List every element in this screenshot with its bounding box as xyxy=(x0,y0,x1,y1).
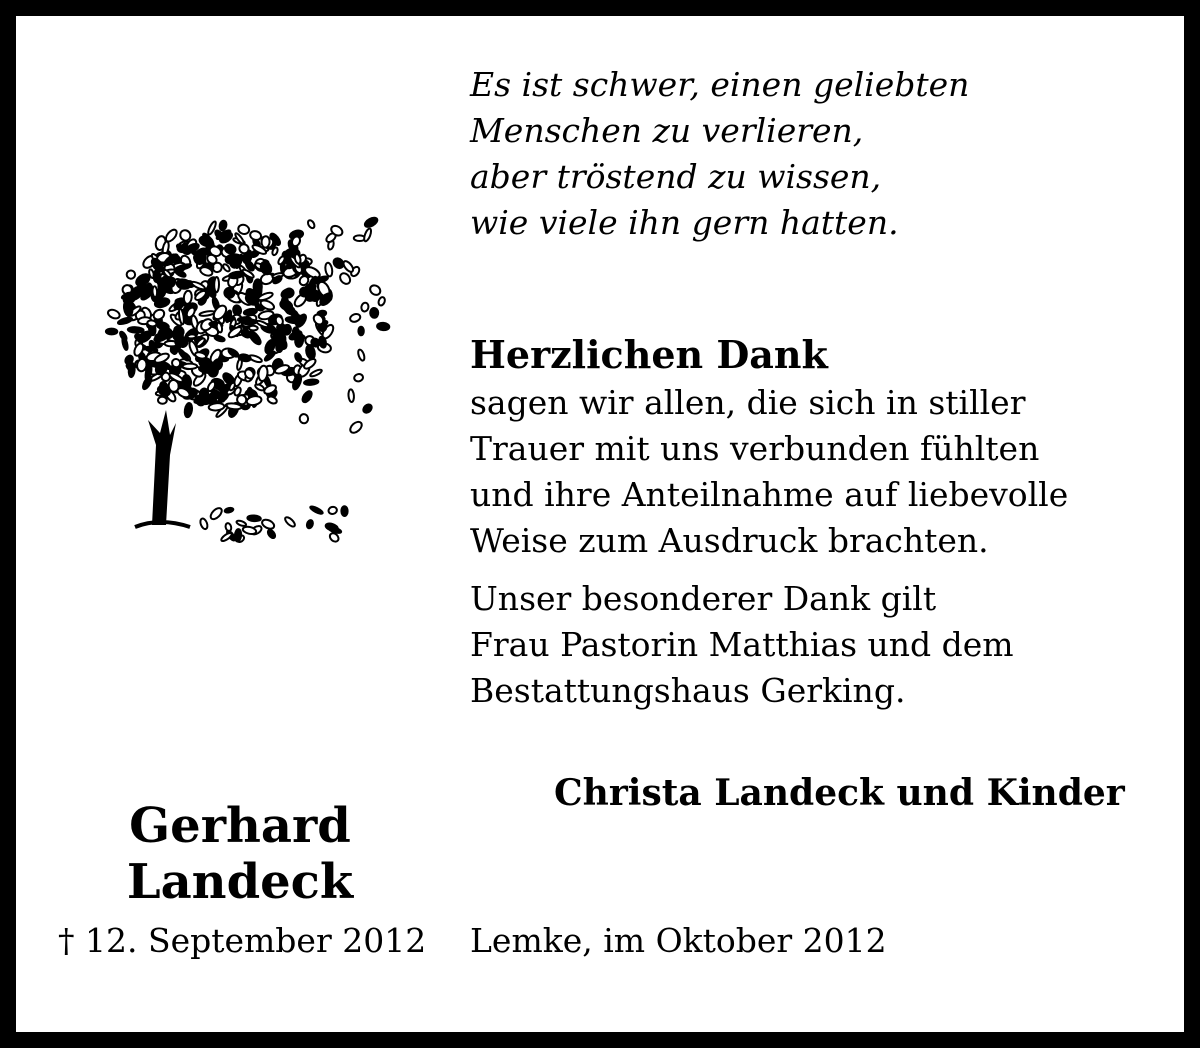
special-thanks-text xyxy=(470,576,1014,714)
thanks-line: sagen wir allen, die sich in stiller xyxy=(470,383,1026,422)
tree-with-falling-leaves-icon xyxy=(90,195,400,555)
place-date: Lemke, im Oktober 2012 xyxy=(470,921,887,960)
special-thanks-line: Frau Pastorin Matthias und dem xyxy=(470,625,1014,664)
poem-line: Es ist schwer, einen geliebten xyxy=(470,65,970,104)
thanks-line: Weise zum Ausdruck brachten. xyxy=(470,521,989,560)
death-date: † 12. September 2012 xyxy=(58,921,427,960)
poem-line: Menschen zu verlieren, xyxy=(470,111,864,150)
thanks-heading: Herzlichen Dank xyxy=(470,332,828,377)
thanks-line: Trauer mit uns verbunden fühlten xyxy=(470,429,1040,468)
thanks-text xyxy=(470,380,1068,564)
poem xyxy=(470,62,969,246)
deceased-name xyxy=(0,798,480,910)
special-thanks-line: Bestattungshaus Gerking. xyxy=(470,671,906,710)
special-thanks-line: Unser besonderer Dank gilt xyxy=(470,579,937,618)
poem-line: wie viele ihn gern hatten. xyxy=(470,203,899,242)
deceased-first-name: Gerhard xyxy=(129,798,351,854)
poem-line: aber tröstend zu wissen, xyxy=(470,157,882,196)
signature: Christa Landeck und Kinder xyxy=(554,772,1125,814)
deceased-last-name: Landeck xyxy=(126,854,354,910)
thanks-line: und ihre Anteilnahme auf liebevolle xyxy=(470,475,1069,514)
